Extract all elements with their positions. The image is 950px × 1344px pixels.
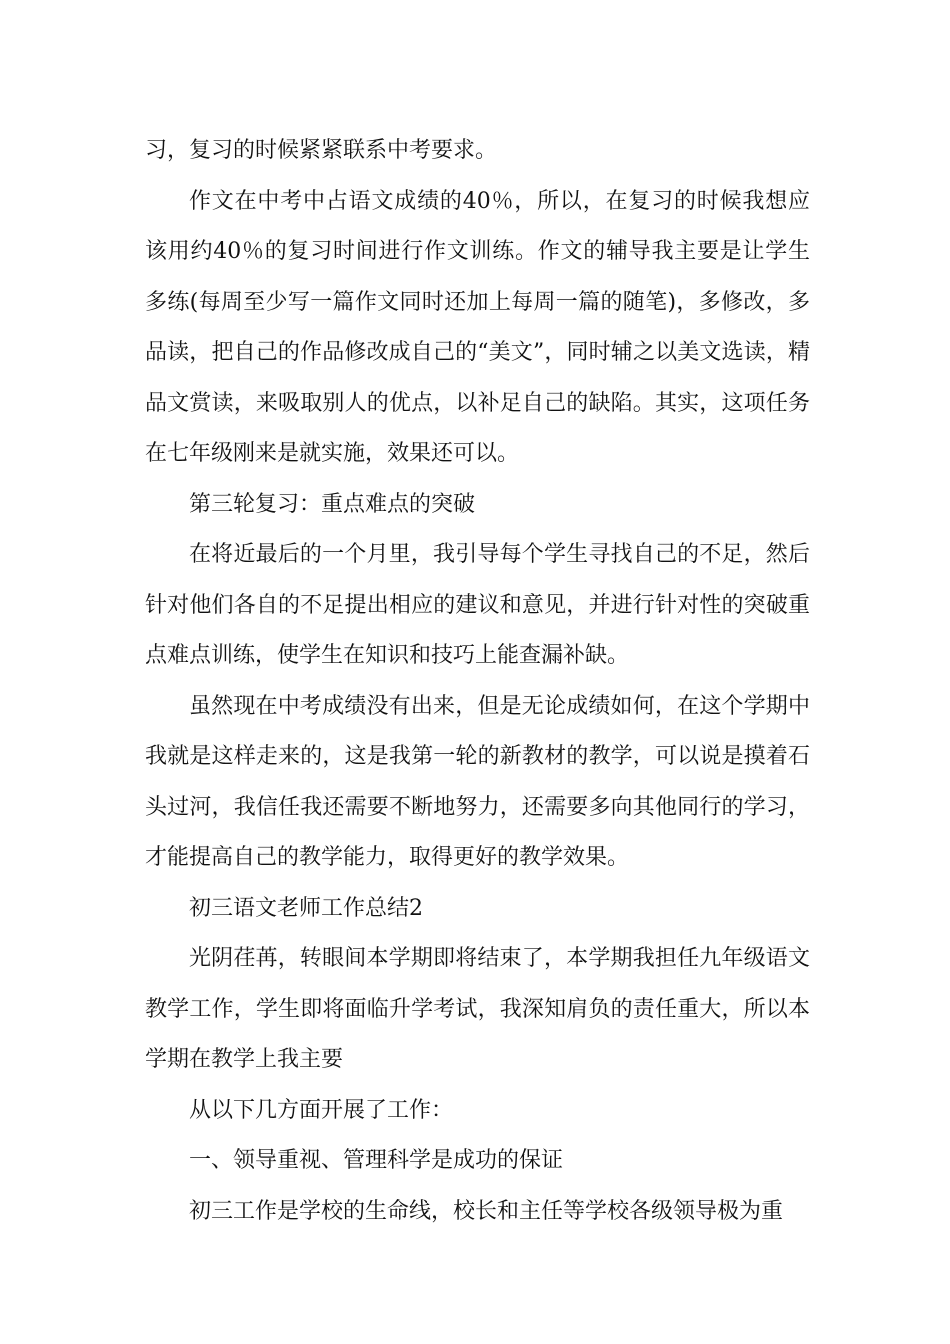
section-heading-third-review: 第三轮复习：重点难点的突破 <box>189 491 476 517</box>
paragraph-continuation: 习，复习的时候紧紧联系中考要求。 <box>145 138 498 163</box>
paragraph-composition-review: 作文在中考中占语文成绩的40％，所以，在复习的时候我想应该用约40％的复习时间进行作文训练。作文的辅导我主要是让学生多练(每周至少写一篇作文同时还加上每周一篇的随笔)，多修改，多品读，把自己的作品修改成自己的“美文”，同时辅之以美文选读，精品文赏读，来吸取别人的优点，以补足自己的缺陷。其实，这项任务在七年级刚来是就实施，效果还可以。 <box>145 188 810 466</box>
paragraph-reflection: 虽然现在中考成绩没有出来，但是无论成绩如何，在这个学期中我就是这样走来的，这是我第一轮的新教材的教学，可以说是摸着石头过河，我信任我还需要不断地努力，还需要多向其他同行的学习，才能提高自己的教学能力，取得更好的教学效果。 <box>145 693 810 870</box>
section-heading-summary-2: 初三语文老师工作总结2 <box>189 895 423 921</box>
section-heading-leadership: 一、领导重视、管理科学是成功的保证 <box>189 1148 564 1173</box>
document-body <box>145 126 810 1237</box>
paragraph-semester-intro: 光阴荏苒，转眼间本学期即将结束了，本学期我担任九年级语文教学工作，学生即将面临升学考试，我深知肩负的责任重大，所以本学期在教学上我主要 <box>145 946 810 1072</box>
paragraph-aspects-intro: 从以下几方面开展了工作： <box>189 1097 454 1123</box>
paragraph-last-month: 在将近最后的一个月里，我引导每个学生寻找自己的不足，然后针对他们各自的不足提出相应的建议和意见，并进行针对性的突破重点难点训练，使学生在知识和技巧上能查漏补缺。 <box>145 542 810 668</box>
paragraph-school-lifeline: 初三工作是学校的生命线，校长和主任等学校各级领导极为重 <box>189 1198 784 1224</box>
